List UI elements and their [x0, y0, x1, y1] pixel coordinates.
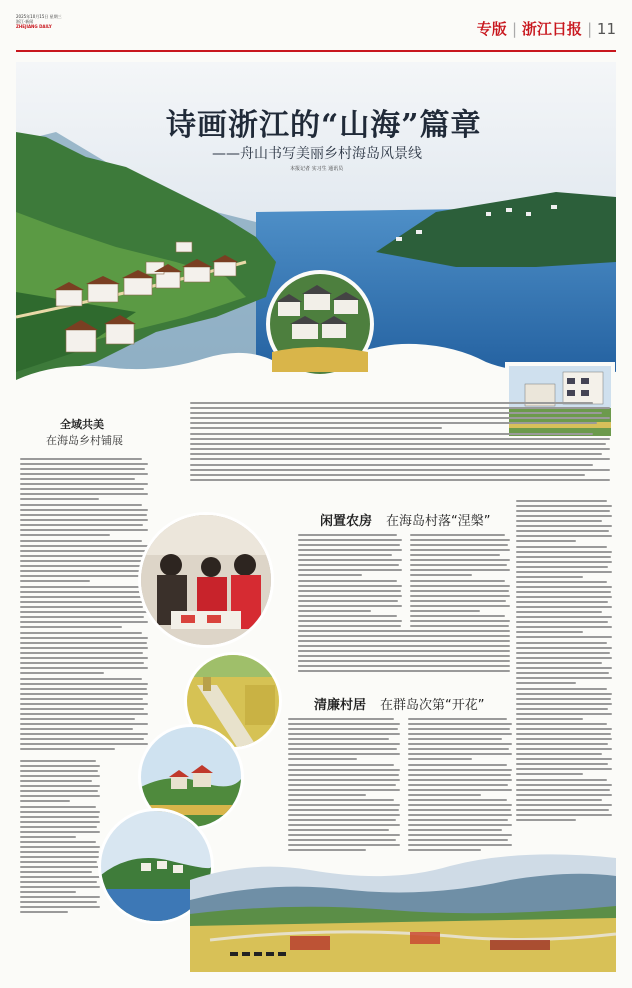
headline-byline: 本报记者 实习生 通讯员 — [290, 166, 344, 172]
section-mid2-title: 清廉村居 — [314, 698, 367, 713]
hero-photo — [16, 62, 616, 392]
page-number: 11 — [596, 20, 616, 38]
masthead-right: 专版 | 浙江日报 | 11 — [476, 20, 616, 38]
section-mid1-subtitle: 在海岛村落“涅槃” — [386, 514, 491, 529]
section-mid1-title: 闲置农房 — [320, 514, 373, 529]
headline-subtitle: ——舟山书写美丽乡村海岛风景线 — [212, 146, 422, 162]
right-column-text — [516, 500, 612, 830]
photo-circle-crowd — [138, 512, 274, 648]
masthead — [16, 14, 616, 52]
bottom-panorama-photo — [190, 840, 616, 972]
issue-section: 浙江·新闻 — [16, 19, 34, 24]
mid2-col1-text — [288, 718, 400, 858]
mid2-col2-text — [408, 718, 512, 858]
section-mid2-subtitle: 在群岛次第“开花” — [380, 698, 485, 713]
section-left-subtitle: 在海岛乡村铺展 — [46, 434, 123, 447]
left-lower-text — [20, 760, 100, 940]
paper-logo: 浙江日报 — [521, 20, 582, 38]
section-label: 专版 — [476, 20, 507, 38]
section-mid1-heading — [320, 510, 491, 529]
section-left-title: 全域共美 — [60, 418, 104, 431]
headline-title: 诗画浙江的“山海”篇章 — [166, 108, 482, 143]
intro-text — [190, 402, 610, 494]
left-column-text — [20, 458, 148, 758]
paper-english-name: ZHEJIANG DAILY — [16, 24, 52, 29]
section-mid2-heading — [314, 694, 485, 713]
issue-date: 2025年10月15日 星期三 — [16, 14, 62, 19]
mid1-lower-text — [298, 630, 510, 678]
